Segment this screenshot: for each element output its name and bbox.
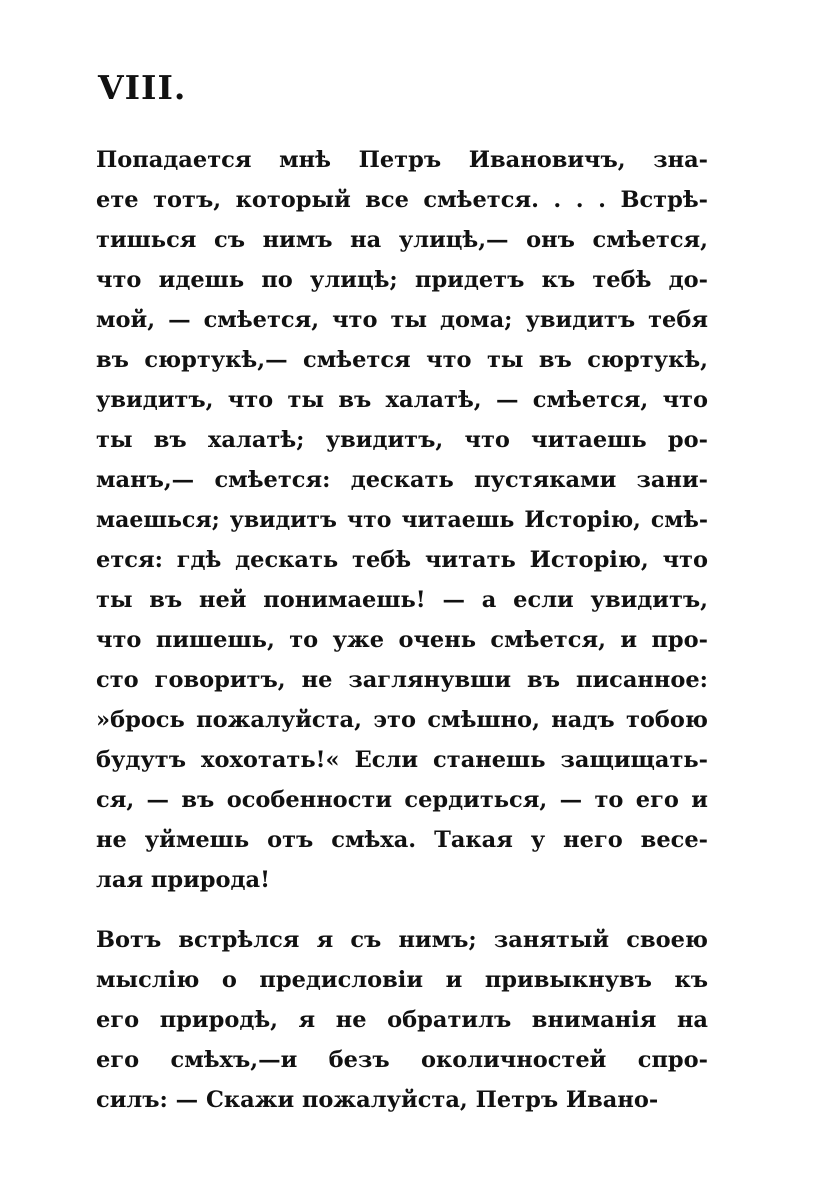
text-line: »брось пожалуйста, это смѣшно, надъ тобою [96,707,708,733]
text-line: увидитъ, что ты въ халатѣ, — смѣется, что [96,387,708,413]
text-line: что идешь по улицѣ; придетъ къ тебѣ до- [96,267,708,293]
text-line: въ сюртукѣ,— смѣется что ты въ сюртукѣ, [96,347,708,373]
text-line: Вотъ встрѣлся я съ нимъ; занятый своею [96,927,708,953]
text-line: силъ: — Скажи пожалуйста, Петръ Ивано- [96,1087,659,1113]
text-line: будутъ хохотать!« Если станешь защищать- [96,747,708,773]
text-line: его природѣ, я не обратилъ вниманія на [96,1007,708,1033]
text-line: его смѣхъ,—и безъ околичностей спро- [96,1047,708,1073]
text-line: сто говоритъ, не заглянувши въ писанное: [96,667,708,693]
text-line: мыслію о предисловіи и привыкнувъ къ [96,967,708,993]
text-line: ты въ ней понимаешь! — а если увидитъ, [96,587,708,613]
text-line: лая природа! [96,867,270,893]
section-number: VIII. [98,68,187,107]
text-line: мой, — смѣется, что ты дома; увидитъ тебя [96,307,708,333]
text-line: не уймешь отъ смѣха. Такая у него весе- [96,827,708,853]
text-line: ется: гдѣ дескать тебѣ читать Исторію, что [96,547,708,573]
text-line: маешься; увидитъ что читаешь Исторію, смѣ- [96,507,708,533]
text-line: Попадается мнѣ Петръ Ивановичъ, зна- [96,147,708,173]
text-line: что пишешь, то уже очень смѣется, и про- [96,627,708,653]
text-line: ся, — въ особенности сердиться, — то его и [96,787,708,813]
paragraph [96,140,708,900]
text-line: ете тотъ, который все смѣется. . . . Встрѣ- [96,187,708,213]
text-line: тишься съ нимъ на улицѣ,— онъ смѣется, [96,227,708,253]
paragraph [96,920,708,1120]
text-line: манъ,— смѣется: дескать пустяками зани- [96,467,708,493]
text-line: ты въ халатѣ; увидитъ, что читаешь ро- [96,427,708,453]
